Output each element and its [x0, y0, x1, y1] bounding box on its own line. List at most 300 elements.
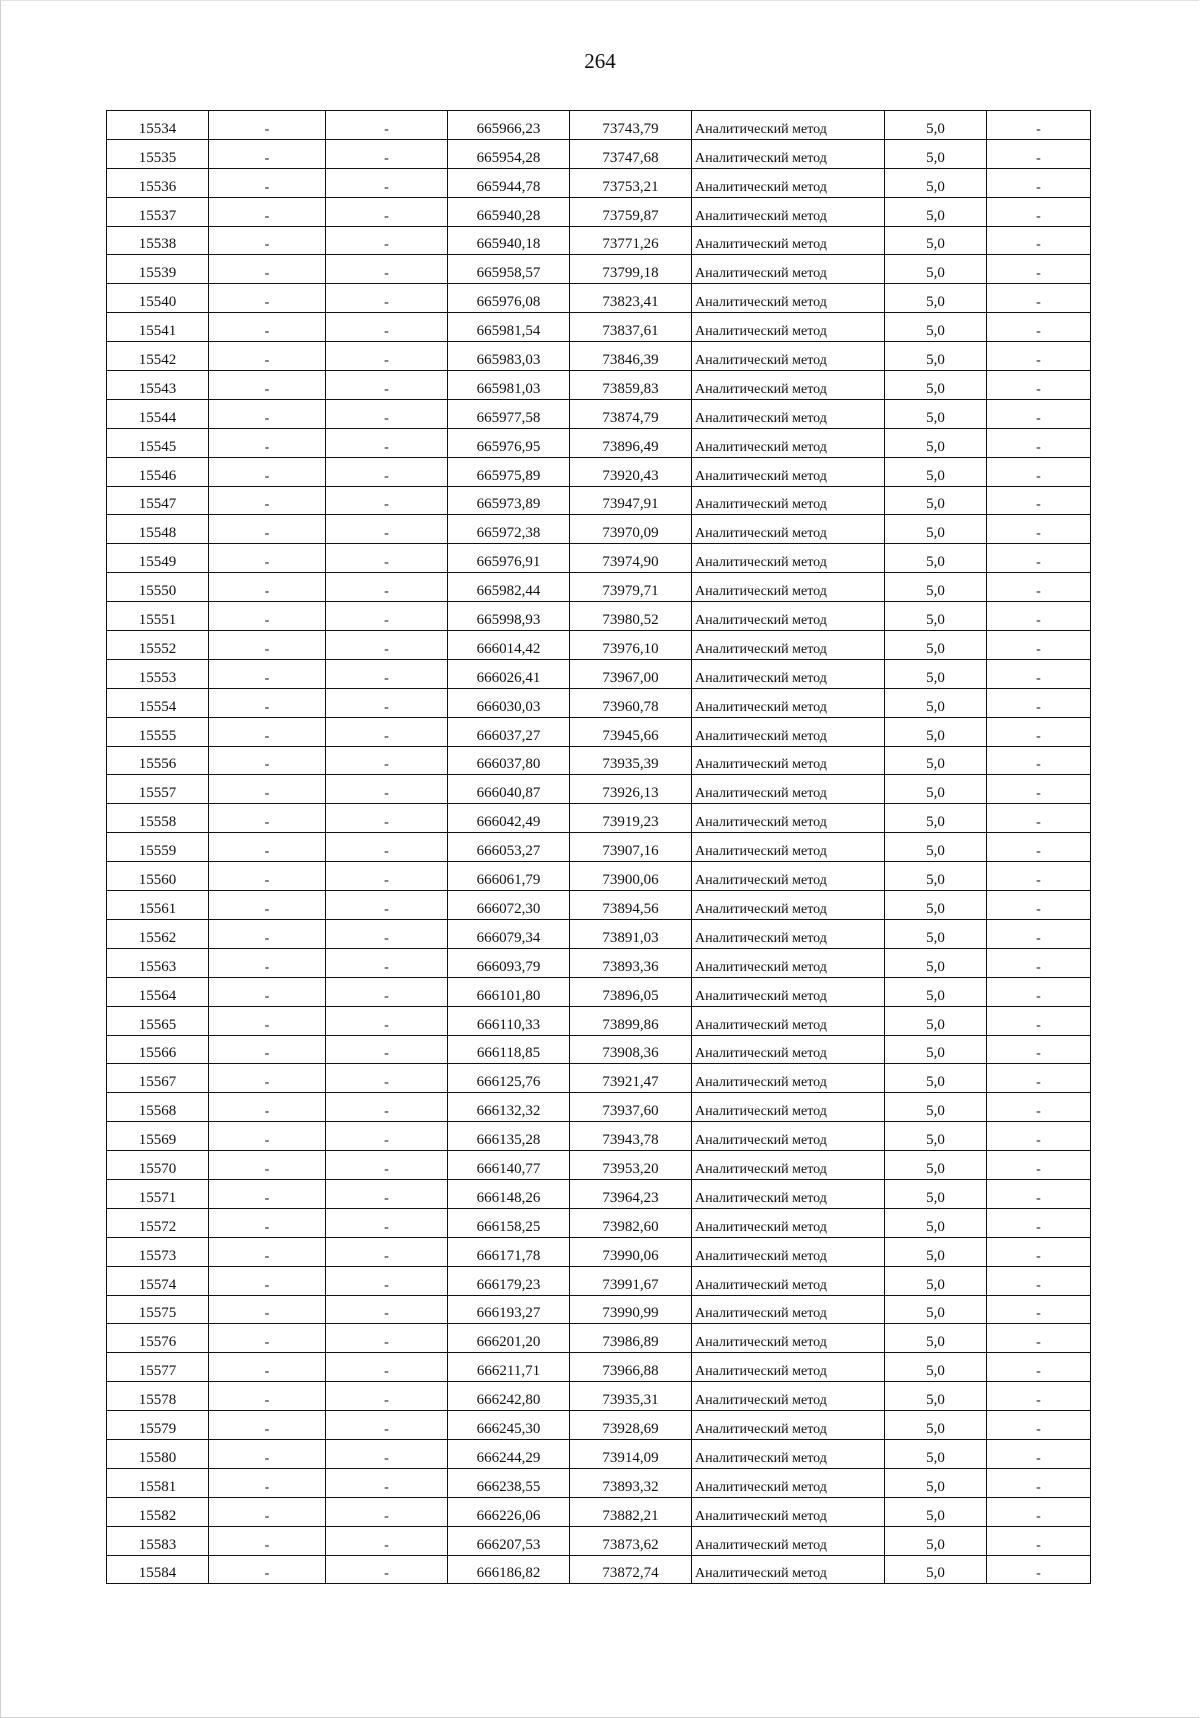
table-row — [107, 659, 1091, 688]
cell-empty-col-8: - — [987, 1266, 1091, 1295]
cell-empty-col-8: - — [987, 313, 1091, 342]
cell-point-number: 15568 — [107, 1093, 209, 1122]
table-row — [107, 139, 1091, 168]
cell-coord-y: 73935,31 — [570, 1382, 692, 1411]
cell-empty-col-2: - — [209, 255, 326, 284]
cell-empty-col-3: - — [326, 659, 448, 688]
cell-empty-col-2: - — [209, 1208, 326, 1237]
cell-empty-col-3: - — [326, 371, 448, 400]
cell-accuracy: 5,0 — [885, 342, 987, 371]
cell-method: Аналитический метод — [692, 1411, 885, 1440]
cell-empty-col-3: - — [326, 544, 448, 573]
table-row — [107, 544, 1091, 573]
cell-empty-col-8: - — [987, 515, 1091, 544]
table-row — [107, 1295, 1091, 1324]
cell-empty-col-3: - — [326, 891, 448, 920]
cell-coord-y: 73991,67 — [570, 1266, 692, 1295]
cell-empty-col-2: - — [209, 862, 326, 891]
cell-point-number: 15569 — [107, 1122, 209, 1151]
cell-method: Аналитический метод — [692, 746, 885, 775]
table-row — [107, 1526, 1091, 1555]
cell-empty-col-2: - — [209, 1093, 326, 1122]
cell-empty-col-3: - — [326, 1411, 448, 1440]
cell-method: Аналитический метод — [692, 457, 885, 486]
cell-method: Аналитический метод — [692, 544, 885, 573]
cell-point-number: 15583 — [107, 1526, 209, 1555]
cell-empty-col-2: - — [209, 457, 326, 486]
cell-empty-col-2: - — [209, 1497, 326, 1526]
cell-method: Аналитический метод — [692, 284, 885, 313]
cell-point-number: 15581 — [107, 1468, 209, 1497]
cell-empty-col-2: - — [209, 746, 326, 775]
cell-coord-y: 73799,18 — [570, 255, 692, 284]
cell-empty-col-3: - — [326, 1382, 448, 1411]
cell-empty-col-8: - — [987, 226, 1091, 255]
cell-point-number: 15549 — [107, 544, 209, 573]
cell-coord-y: 73974,90 — [570, 544, 692, 573]
cell-empty-col-8: - — [987, 1439, 1091, 1468]
cell-empty-col-2: - — [209, 139, 326, 168]
cell-accuracy: 5,0 — [885, 486, 987, 515]
cell-coord-x: 666026,41 — [448, 659, 570, 688]
cell-empty-col-2: - — [209, 1353, 326, 1382]
cell-empty-col-3: - — [326, 977, 448, 1006]
cell-accuracy: 5,0 — [885, 226, 987, 255]
cell-point-number: 15565 — [107, 1006, 209, 1035]
cell-empty-col-8: - — [987, 1179, 1091, 1208]
cell-empty-col-8: - — [987, 833, 1091, 862]
cell-empty-col-2: - — [209, 717, 326, 746]
cell-empty-col-3: - — [326, 804, 448, 833]
cell-accuracy: 5,0 — [885, 515, 987, 544]
cell-accuracy: 5,0 — [885, 457, 987, 486]
cell-accuracy: 5,0 — [885, 1295, 987, 1324]
cell-method: Аналитический метод — [692, 313, 885, 342]
cell-method: Аналитический метод — [692, 862, 885, 891]
cell-point-number: 15537 — [107, 197, 209, 226]
table-row — [107, 717, 1091, 746]
cell-empty-col-8: - — [987, 342, 1091, 371]
cell-method: Аналитический метод — [692, 111, 885, 140]
cell-coord-y: 73928,69 — [570, 1411, 692, 1440]
cell-method: Аналитический метод — [692, 486, 885, 515]
table-row — [107, 226, 1091, 255]
cell-empty-col-3: - — [326, 197, 448, 226]
cell-method: Аналитический метод — [692, 1468, 885, 1497]
cell-coord-x: 665944,78 — [448, 168, 570, 197]
cell-accuracy: 5,0 — [885, 862, 987, 891]
cell-empty-col-3: - — [326, 1093, 448, 1122]
cell-accuracy: 5,0 — [885, 371, 987, 400]
cell-empty-col-2: - — [209, 1122, 326, 1151]
cell-empty-col-3: - — [326, 428, 448, 457]
cell-empty-col-3: - — [326, 111, 448, 140]
table-row — [107, 457, 1091, 486]
table-row — [107, 1006, 1091, 1035]
cell-coord-y: 73966,88 — [570, 1353, 692, 1382]
cell-accuracy: 5,0 — [885, 1093, 987, 1122]
table-row — [107, 602, 1091, 631]
table-row — [107, 862, 1091, 891]
cell-method: Аналитический метод — [692, 948, 885, 977]
cell-point-number: 15570 — [107, 1151, 209, 1180]
cell-point-number: 15535 — [107, 139, 209, 168]
cell-point-number: 15584 — [107, 1555, 209, 1584]
cell-empty-col-2: - — [209, 1266, 326, 1295]
cell-method: Аналитический метод — [692, 1382, 885, 1411]
cell-coord-y: 73986,89 — [570, 1324, 692, 1353]
cell-method: Аналитический метод — [692, 1555, 885, 1584]
cell-coord-x: 665982,44 — [448, 573, 570, 602]
cell-point-number: 15546 — [107, 457, 209, 486]
cell-point-number: 15574 — [107, 1266, 209, 1295]
cell-coord-x: 665975,89 — [448, 457, 570, 486]
cell-method: Аналитический метод — [692, 1237, 885, 1266]
cell-coord-y: 73947,91 — [570, 486, 692, 515]
cell-empty-col-8: - — [987, 544, 1091, 573]
cell-empty-col-2: - — [209, 1468, 326, 1497]
cell-coord-x: 666101,80 — [448, 977, 570, 1006]
table-row — [107, 746, 1091, 775]
cell-coord-y: 73882,21 — [570, 1497, 692, 1526]
cell-accuracy: 5,0 — [885, 833, 987, 862]
cell-coord-x: 665977,58 — [448, 399, 570, 428]
cell-coord-x: 666158,25 — [448, 1208, 570, 1237]
cell-point-number: 15552 — [107, 631, 209, 660]
cell-empty-col-8: - — [987, 197, 1091, 226]
table-row — [107, 371, 1091, 400]
cell-empty-col-8: - — [987, 1093, 1091, 1122]
cell-coord-x: 666207,53 — [448, 1526, 570, 1555]
cell-empty-col-8: - — [987, 1353, 1091, 1382]
table-row — [107, 688, 1091, 717]
cell-empty-col-3: - — [326, 919, 448, 948]
cell-point-number: 15572 — [107, 1208, 209, 1237]
cell-coord-y: 73743,79 — [570, 111, 692, 140]
cell-point-number: 15544 — [107, 399, 209, 428]
cell-coord-y: 73899,86 — [570, 1006, 692, 1035]
cell-coord-y: 73945,66 — [570, 717, 692, 746]
cell-accuracy: 5,0 — [885, 1208, 987, 1237]
table-row — [107, 631, 1091, 660]
table-row — [107, 1497, 1091, 1526]
cell-point-number: 15542 — [107, 342, 209, 371]
cell-empty-col-3: - — [326, 1324, 448, 1353]
cell-accuracy: 5,0 — [885, 1526, 987, 1555]
cell-empty-col-3: - — [326, 1208, 448, 1237]
cell-accuracy: 5,0 — [885, 168, 987, 197]
cell-empty-col-8: - — [987, 659, 1091, 688]
cell-point-number: 15543 — [107, 371, 209, 400]
cell-accuracy: 5,0 — [885, 891, 987, 920]
cell-method: Аналитический метод — [692, 1439, 885, 1468]
cell-empty-col-8: - — [987, 746, 1091, 775]
cell-method: Аналитический метод — [692, 919, 885, 948]
cell-point-number: 15573 — [107, 1237, 209, 1266]
cell-method: Аналитический метод — [692, 1295, 885, 1324]
cell-empty-col-3: - — [326, 1179, 448, 1208]
cell-accuracy: 5,0 — [885, 717, 987, 746]
cell-point-number: 15558 — [107, 804, 209, 833]
cell-accuracy: 5,0 — [885, 1324, 987, 1353]
cell-coord-x: 666125,76 — [448, 1064, 570, 1093]
table-row — [107, 1237, 1091, 1266]
cell-accuracy: 5,0 — [885, 255, 987, 284]
cell-accuracy: 5,0 — [885, 111, 987, 140]
table-row — [107, 948, 1091, 977]
cell-method: Аналитический метод — [692, 1353, 885, 1382]
cell-point-number: 15566 — [107, 1035, 209, 1064]
table-row — [107, 1093, 1091, 1122]
cell-coord-y: 73837,61 — [570, 313, 692, 342]
cell-coord-x: 666042,49 — [448, 804, 570, 833]
cell-coord-x: 666093,79 — [448, 948, 570, 977]
cell-point-number: 15548 — [107, 515, 209, 544]
cell-empty-col-2: - — [209, 775, 326, 804]
table-row — [107, 775, 1091, 804]
cell-method: Аналитический метод — [692, 1151, 885, 1180]
cell-empty-col-3: - — [326, 139, 448, 168]
cell-point-number: 15536 — [107, 168, 209, 197]
cell-empty-col-2: - — [209, 226, 326, 255]
cell-coord-y: 73976,10 — [570, 631, 692, 660]
cell-empty-col-3: - — [326, 1122, 448, 1151]
cell-accuracy: 5,0 — [885, 1353, 987, 1382]
table-row — [107, 1122, 1091, 1151]
table-row — [107, 342, 1091, 371]
cell-accuracy: 5,0 — [885, 1497, 987, 1526]
cell-coord-x: 665972,38 — [448, 515, 570, 544]
cell-empty-col-2: - — [209, 948, 326, 977]
cell-empty-col-8: - — [987, 1324, 1091, 1353]
cell-empty-col-3: - — [326, 255, 448, 284]
cell-coord-x: 665998,93 — [448, 602, 570, 631]
table-row — [107, 1555, 1091, 1584]
table-row — [107, 197, 1091, 226]
cell-empty-col-2: - — [209, 1324, 326, 1353]
cell-point-number: 15547 — [107, 486, 209, 515]
cell-empty-col-3: - — [326, 515, 448, 544]
cell-accuracy: 5,0 — [885, 1179, 987, 1208]
table-row — [107, 1468, 1091, 1497]
cell-empty-col-8: - — [987, 371, 1091, 400]
cell-empty-col-2: - — [209, 1237, 326, 1266]
cell-method: Аналитический метод — [692, 1006, 885, 1035]
cell-point-number: 15571 — [107, 1179, 209, 1208]
cell-method: Аналитический метод — [692, 1093, 885, 1122]
cell-empty-col-8: - — [987, 486, 1091, 515]
cell-coord-y: 73908,36 — [570, 1035, 692, 1064]
cell-empty-col-3: - — [326, 746, 448, 775]
cell-coord-x: 666244,29 — [448, 1439, 570, 1468]
cell-empty-col-3: - — [326, 862, 448, 891]
cell-coord-x: 666135,28 — [448, 1122, 570, 1151]
cell-empty-col-3: - — [326, 775, 448, 804]
cell-point-number: 15560 — [107, 862, 209, 891]
cell-point-number: 15534 — [107, 111, 209, 140]
cell-empty-col-3: - — [326, 342, 448, 371]
table-row — [107, 168, 1091, 197]
cell-method: Аналитический метод — [692, 1208, 885, 1237]
cell-empty-col-8: - — [987, 1208, 1091, 1237]
cell-accuracy: 5,0 — [885, 1006, 987, 1035]
cell-coord-x: 666193,27 — [448, 1295, 570, 1324]
cell-accuracy: 5,0 — [885, 1439, 987, 1468]
cell-coord-y: 73990,06 — [570, 1237, 692, 1266]
cell-coord-x: 665976,08 — [448, 284, 570, 313]
table-row — [107, 1151, 1091, 1180]
cell-coord-y: 73914,09 — [570, 1439, 692, 1468]
table-row — [107, 919, 1091, 948]
cell-coord-x: 665973,89 — [448, 486, 570, 515]
cell-coord-x: 666037,80 — [448, 746, 570, 775]
cell-empty-col-3: - — [326, 226, 448, 255]
cell-empty-col-2: - — [209, 1006, 326, 1035]
cell-point-number: 15579 — [107, 1411, 209, 1440]
cell-coord-y: 73921,47 — [570, 1064, 692, 1093]
cell-accuracy: 5,0 — [885, 1266, 987, 1295]
cell-coord-x: 665976,91 — [448, 544, 570, 573]
cell-empty-col-3: - — [326, 1353, 448, 1382]
cell-method: Аналитический метод — [692, 659, 885, 688]
cell-empty-col-8: - — [987, 1006, 1091, 1035]
cell-empty-col-3: - — [326, 1439, 448, 1468]
cell-accuracy: 5,0 — [885, 284, 987, 313]
cell-accuracy: 5,0 — [885, 1555, 987, 1584]
cell-accuracy: 5,0 — [885, 948, 987, 977]
cell-method: Аналитический метод — [692, 602, 885, 631]
cell-method: Аналитический метод — [692, 139, 885, 168]
coordinates-table — [106, 110, 1091, 1584]
cell-empty-col-2: - — [209, 833, 326, 862]
cell-point-number: 15553 — [107, 659, 209, 688]
cell-empty-col-8: - — [987, 573, 1091, 602]
cell-empty-col-2: - — [209, 1439, 326, 1468]
cell-empty-col-3: - — [326, 1006, 448, 1035]
cell-method: Аналитический метод — [692, 371, 885, 400]
cell-method: Аналитический метод — [692, 1035, 885, 1064]
cell-method: Аналитический метод — [692, 342, 885, 371]
cell-coord-y: 73970,09 — [570, 515, 692, 544]
cell-empty-col-2: - — [209, 1555, 326, 1584]
cell-empty-col-8: - — [987, 1526, 1091, 1555]
cell-coord-y: 73893,32 — [570, 1468, 692, 1497]
cell-point-number: 15575 — [107, 1295, 209, 1324]
cell-coord-x: 666186,82 — [448, 1555, 570, 1584]
cell-point-number: 15541 — [107, 313, 209, 342]
cell-method: Аналитический метод — [692, 428, 885, 457]
cell-accuracy: 5,0 — [885, 544, 987, 573]
cell-empty-col-3: - — [326, 1237, 448, 1266]
cell-coord-y: 73893,36 — [570, 948, 692, 977]
cell-empty-col-3: - — [326, 486, 448, 515]
cell-accuracy: 5,0 — [885, 399, 987, 428]
table-row — [107, 573, 1091, 602]
cell-empty-col-2: - — [209, 284, 326, 313]
cell-empty-col-3: - — [326, 457, 448, 486]
cell-coord-x: 666245,30 — [448, 1411, 570, 1440]
cell-empty-col-2: - — [209, 197, 326, 226]
cell-coord-y: 73907,16 — [570, 833, 692, 862]
cell-method: Аналитический метод — [692, 197, 885, 226]
cell-coord-y: 73900,06 — [570, 862, 692, 891]
cell-empty-col-2: - — [209, 891, 326, 920]
cell-empty-col-3: - — [326, 1266, 448, 1295]
cell-accuracy: 5,0 — [885, 573, 987, 602]
cell-method: Аналитический метод — [692, 1324, 885, 1353]
cell-coord-x: 666132,32 — [448, 1093, 570, 1122]
table-row — [107, 515, 1091, 544]
cell-empty-col-2: - — [209, 1035, 326, 1064]
cell-coord-x: 665954,28 — [448, 139, 570, 168]
cell-coord-y: 73872,74 — [570, 1555, 692, 1584]
cell-empty-col-2: - — [209, 602, 326, 631]
cell-accuracy: 5,0 — [885, 1382, 987, 1411]
cell-coord-y: 73919,23 — [570, 804, 692, 833]
cell-empty-col-3: - — [326, 1295, 448, 1324]
cell-empty-col-2: - — [209, 486, 326, 515]
cell-empty-col-8: - — [987, 428, 1091, 457]
cell-empty-col-8: - — [987, 1468, 1091, 1497]
cell-empty-col-3: - — [326, 399, 448, 428]
cell-coord-y: 73967,00 — [570, 659, 692, 688]
cell-empty-col-2: - — [209, 313, 326, 342]
cell-point-number: 15538 — [107, 226, 209, 255]
cell-coord-y: 73935,39 — [570, 746, 692, 775]
cell-empty-col-2: - — [209, 399, 326, 428]
cell-empty-col-2: - — [209, 1151, 326, 1180]
cell-point-number: 15578 — [107, 1382, 209, 1411]
table-row — [107, 1411, 1091, 1440]
cell-coord-x: 666040,87 — [448, 775, 570, 804]
cell-coord-y: 73891,03 — [570, 919, 692, 948]
cell-coord-x: 665940,18 — [448, 226, 570, 255]
cell-point-number: 15545 — [107, 428, 209, 457]
cell-coord-x: 666140,77 — [448, 1151, 570, 1180]
cell-empty-col-8: - — [987, 775, 1091, 804]
cell-point-number: 15550 — [107, 573, 209, 602]
cell-empty-col-3: - — [326, 717, 448, 746]
cell-coord-y: 73980,52 — [570, 602, 692, 631]
cell-empty-col-8: - — [987, 1151, 1091, 1180]
cell-coord-x: 666118,85 — [448, 1035, 570, 1064]
cell-empty-col-8: - — [987, 1555, 1091, 1584]
cell-empty-col-2: - — [209, 1411, 326, 1440]
table-row — [107, 804, 1091, 833]
cell-empty-col-3: - — [326, 168, 448, 197]
cell-method: Аналитический метод — [692, 1179, 885, 1208]
cell-coord-x: 666171,78 — [448, 1237, 570, 1266]
cell-empty-col-2: - — [209, 168, 326, 197]
cell-empty-col-8: - — [987, 1497, 1091, 1526]
cell-accuracy: 5,0 — [885, 1411, 987, 1440]
cell-coord-y: 73846,39 — [570, 342, 692, 371]
cell-empty-col-8: - — [987, 1295, 1091, 1324]
cell-accuracy: 5,0 — [885, 1122, 987, 1151]
cell-coord-y: 73990,99 — [570, 1295, 692, 1324]
cell-coord-x: 666179,23 — [448, 1266, 570, 1295]
cell-empty-col-8: - — [987, 717, 1091, 746]
cell-empty-col-2: - — [209, 544, 326, 573]
table-row — [107, 1035, 1091, 1064]
cell-accuracy: 5,0 — [885, 659, 987, 688]
cell-coord-y: 73979,71 — [570, 573, 692, 602]
cell-coord-x: 666148,26 — [448, 1179, 570, 1208]
cell-empty-col-8: - — [987, 255, 1091, 284]
cell-coord-y: 73943,78 — [570, 1122, 692, 1151]
cell-method: Аналитический метод — [692, 1497, 885, 1526]
cell-accuracy: 5,0 — [885, 688, 987, 717]
